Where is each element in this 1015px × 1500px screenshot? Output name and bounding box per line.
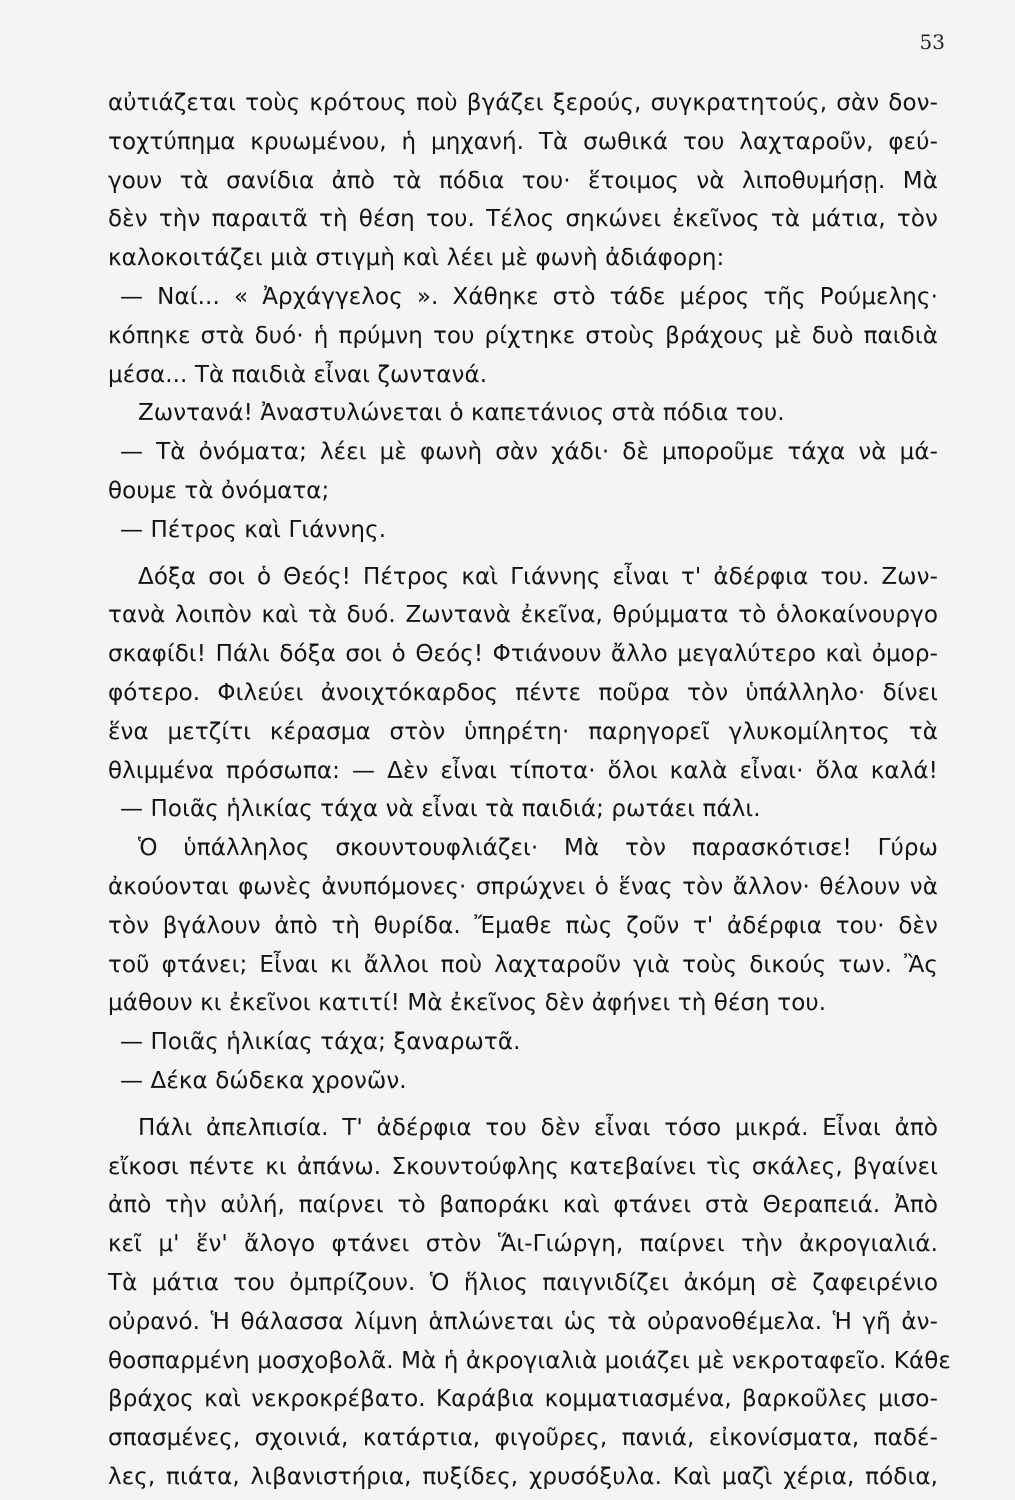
text-line: θοσπαρμένη μοσχοβολᾶ. Μὰ ἡ ἀκρογιαλιὰ μοιάζει μὲ νεκροταφεῖο. Κάθε	[108, 1347, 951, 1374]
text-line: μάθουν κι ἐκεῖνοι κατιτί! Μὰ ἐκεῖνος δὲν ἀφήνει τὴ θέση του.	[108, 990, 827, 1017]
text-line: — Ποιᾶς ἡλικίας τάχα; ξαναρωτᾶ.	[120, 1029, 521, 1056]
text-line: τὸν βγάλουν ἀπὸ τὴ θυρίδα. Ἔμαθε πὼς ζοῦν τ' ἀδέρφια του· δὲν	[108, 912, 938, 939]
body-text	[108, 84, 951, 1497]
page-number: 53	[919, 30, 945, 54]
text-line: — Ναί... « Ἀρχάγγελος ». Χάθηκε στὸ τάδε μέρος τῆς Ρούμελης·	[120, 283, 938, 310]
text-line: λες, πιάτα, λιβανιστήρια, πυξίδες, χρυσόξυλα. Καὶ μαζὶ χέρια, πόδια,	[108, 1463, 938, 1490]
text-line: ἕνα μετζίτι κέρασμα στὸν ὑπηρέτη· παρηγορεῖ γλυκομίλητος τὰ	[108, 718, 938, 745]
text-line: θλιμμένα πρόσωπα: — Δὲν εἶναι τίποτα· ὅλοι καλὰ εἶναι· ὅλα καλά!	[108, 757, 938, 784]
text-line: Ζωντανά! Ἀναστυλώνεται ὁ καπετάνιος στὰ πόδια του.	[138, 400, 785, 427]
text-line: μέσα... Τὰ παιδιὰ εἶναι ζωντανά.	[108, 361, 488, 388]
text-line: εἴκοσι πέντε κι ἀπάνω. Σκουντούφλης κατεβαίνει τὶς σκάλες, βγαίνει	[108, 1153, 938, 1180]
text-line: Ὁ ὑπάλληλος σκουντουφλιάζει· Μὰ τὸν παρασκότισε! Γύρω	[138, 835, 938, 862]
text-line: τοχτύπημα κρυωμένου, ἡ μηχανή. Τὰ σωθικά του λαχταροῦν, φεύ-	[108, 128, 938, 155]
text-line: θουμε τὰ ὀνόματα;	[108, 477, 330, 504]
text-line: γουν τὰ σανίδια ἀπὸ τὰ πόδια του· ἕτοιμος νὰ λιποθυμήσῃ. Μὰ	[108, 167, 938, 194]
text-line: Τὰ μάτια του ὀμπρίζουν. Ὁ ἥλιος παιγνιδίζει ἀκόμη σὲ ζαφειρένιο	[108, 1269, 938, 1296]
text-line: — Δέκα δώδεκα χρονῶν.	[120, 1067, 407, 1094]
text-line: Δόξα σοι ὁ Θεός! Πέτρος καὶ Γιάννης εἶναι τ' ἀδέρφια του. Ζων-	[138, 563, 938, 590]
text-line: — Πέτρος καὶ Γιάννης.	[120, 516, 387, 543]
text-line: οὐρανό. Ἡ θάλασσα λίμνη ἁπλώνεται ὡς τὰ οὐρανοθέμελα. Ἡ γῆ ἀν-	[108, 1308, 938, 1335]
text-line: βράχος καὶ νεκροκρέβατο. Καράβια κομματιασμένα, βαρκοῦλες μισο-	[108, 1386, 938, 1413]
text-line: Πάλι ἀπελπισία. Τ' ἀδέρφια του δὲν εἶναι τόσο μικρά. Εἶναι ἀπὸ	[138, 1114, 938, 1141]
text-line: — Ποιᾶς ἡλικίας τάχα νὰ εἶναι τὰ παιδιά; ρωτάει πάλι.	[120, 796, 761, 823]
text-line: καλοκοιτάζει μιὰ στιγμὴ καὶ λέει μὲ φωνὴ ἀδιάφορη:	[108, 245, 725, 272]
text-line: ἀπὸ τὴν αὐλή, παίρνει τὸ βαποράκι καὶ φτάνει στὰ Θεραπειά. Ἀπὸ	[108, 1192, 938, 1219]
text-line: ἀκούονται φωνὲς ἀνυπόμονες· σπρώχνει ὁ ἕνας τὸν ἄλλον· θέλουν νὰ	[108, 873, 938, 900]
text-line: σπασμένες, σχοινιά, κατάρτια, φιγοῦρες, πανιά, εἰκονίσματα, παδέ-	[108, 1425, 938, 1452]
text-line: κόπηκε στὰ δυό· ἡ πρύμνη του ρίχτηκε στοὺς βράχους μὲ δυὸ παιδιὰ	[108, 322, 938, 349]
text-line: τοῦ φτάνει; Εἶναι κι ἄλλοι ποὺ λαχταροῦν γιὰ τοὺς δικούς των. Ἂς	[108, 951, 938, 978]
text-line: κεῖ μ' ἕν' ἄλογο φτάνει στὸν Ἅι-Γιώργη, παίρνει τὴν ἀκρογιαλιά.	[108, 1231, 938, 1258]
text-line: σκαφίδι! Πάλι δόξα σοι ὁ Θεός! Φτιάνουν ἄλλο μεγαλύτερο καὶ ὀμορ-	[108, 641, 938, 668]
text-line: τανὰ λοιπὸν καὶ τὰ δυό. Ζωντανὰ ἐκεῖνα, θρύμματα τὸ ὁλοκαίνουργο	[108, 602, 938, 629]
text-line: δὲν τὴν παραιτᾶ τὴ θέση του. Τέλος σηκώνει ἐκεῖνος τὰ μάτια, τὸν	[108, 206, 938, 233]
text-line: αὐτιάζεται τοὺς κρότους ποὺ βγάζει ξερούς, συγκρατητούς, σὰν δον-	[108, 90, 938, 116]
text-line: φότερο. Φιλεύει ἀνοιχτόκαρδος πέντε ποῦρα τὸν ὑπάλληλο· δίνει	[108, 679, 938, 706]
text-line: — Τὰ ὀνόματα; λέει μὲ φωνὴ σὰν χάδι· δὲ μποροῦμε τάχα νὰ μά-	[120, 439, 938, 466]
